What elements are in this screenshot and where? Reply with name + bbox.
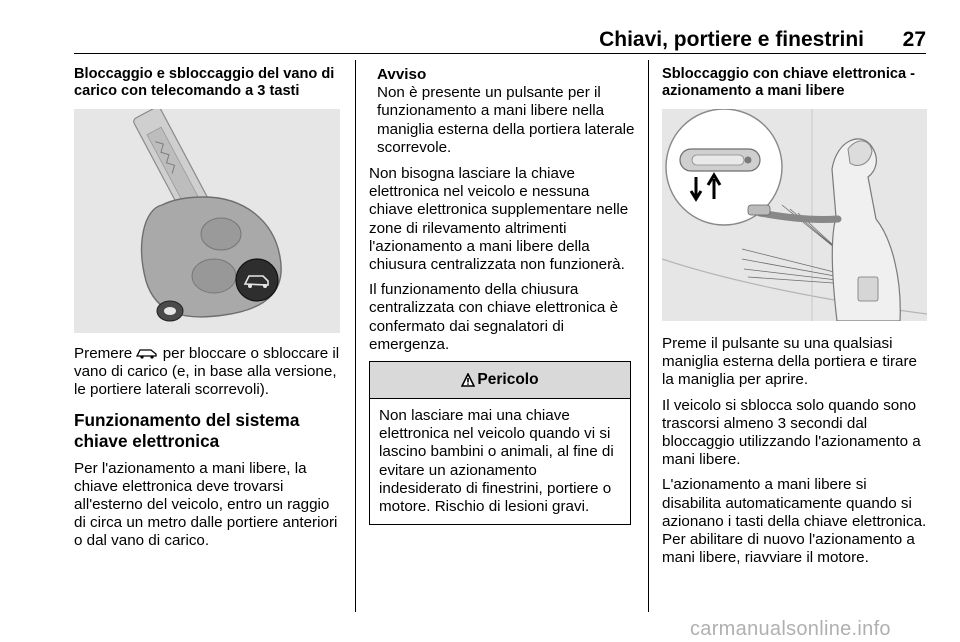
paragraph-lock-cargo: Premere per bloccare o sbloccare il vano di carico (e, in base alla versione, le portiere laterali scorrevoli). xyxy=(74,345,340,399)
section-heading-electronic-key: Funzionamento del sistema chiave elettronica xyxy=(74,409,300,451)
notice-block xyxy=(377,66,637,157)
column-1 xyxy=(74,66,344,558)
paragraph-disable-hands-free: L'azionamento a mani libere si disabilita automaticamente quando si azionano i tasti della chiave elettronica. Per abilitare di nuovo l'azionamento a mani libere, riavviare il motore. xyxy=(662,476,927,567)
warning-triangle-icon xyxy=(461,373,475,387)
paragraph-press-handle: Preme il pulsante su una qualsiasi maniglia esterna della portiera e tirare la maniglia per aprire. xyxy=(662,335,917,389)
header-rule xyxy=(74,53,926,54)
column-divider-1 xyxy=(355,60,356,612)
paragraph-key-inside-vehicle: Non bisogna lasciare la chiave elettronica nel veicolo e nessuna chiave elettronica supplementare nelle zone di rilevamento altrimenti l'azionamento a mani libere della chiusura centralizzata non funzionerà. xyxy=(369,165,629,274)
door-handle-person-icon xyxy=(662,109,927,321)
notice-text: Non è presente un pulsante per il funzionamento a mani libere nella maniglia esterna della portiera laterale scorrevole. xyxy=(377,84,635,156)
chapter-title: Chiavi, portiere e finestrini xyxy=(599,28,864,51)
van-icon xyxy=(136,347,158,359)
footer-watermark: carmanualsonline.info xyxy=(690,618,891,640)
page-header xyxy=(74,28,926,54)
page-number: 27 xyxy=(902,28,926,51)
danger-text: Non lasciare mai una chiave elettronica nel veicolo quando vi si lascino bambini o animali, al fine di evitare un azionamento indesiderato di finestrini, portiere o motore. Rischio di lesioni gravi. xyxy=(379,407,614,516)
column-3 xyxy=(662,66,927,574)
danger-box xyxy=(369,361,631,525)
danger-header xyxy=(370,362,630,399)
key-remote-illustration xyxy=(74,109,340,333)
notice-title: Avviso xyxy=(377,66,427,83)
paragraph-hazard-confirmation: Il funzionamento della chiusura centralizzata con chiave elettronica è confermato dai segnalatori di emergenza. xyxy=(369,281,619,353)
column-2 xyxy=(369,66,637,525)
remote-key-icon xyxy=(74,109,340,333)
hands-free-illustration xyxy=(662,109,927,321)
column-divider-2 xyxy=(648,60,649,612)
section-heading-hands-free-unlock: Sbloccaggio con chiave elettronica - azionamento a mani libere xyxy=(662,66,916,99)
danger-title: Pericolo xyxy=(477,370,539,388)
paragraph-hands-free-range: Per l'azionamento a mani libere, la chiave elettronica deve trovarsi all'esterno del veicolo, entro un raggio di circa un metro dalle portiere anteriori o dal vano di carico. xyxy=(74,459,338,550)
paragraph-unlock-delay: Il veicolo si sblocca solo quando sono trascorsi almeno 3 secondi dal bloccaggio utilizzando l'azionamento a mani libere. xyxy=(662,396,921,469)
section-heading-remote-3-buttons: Bloccaggio e sbloccaggio del vano di carico con telecomando a 3 tasti xyxy=(74,66,335,99)
